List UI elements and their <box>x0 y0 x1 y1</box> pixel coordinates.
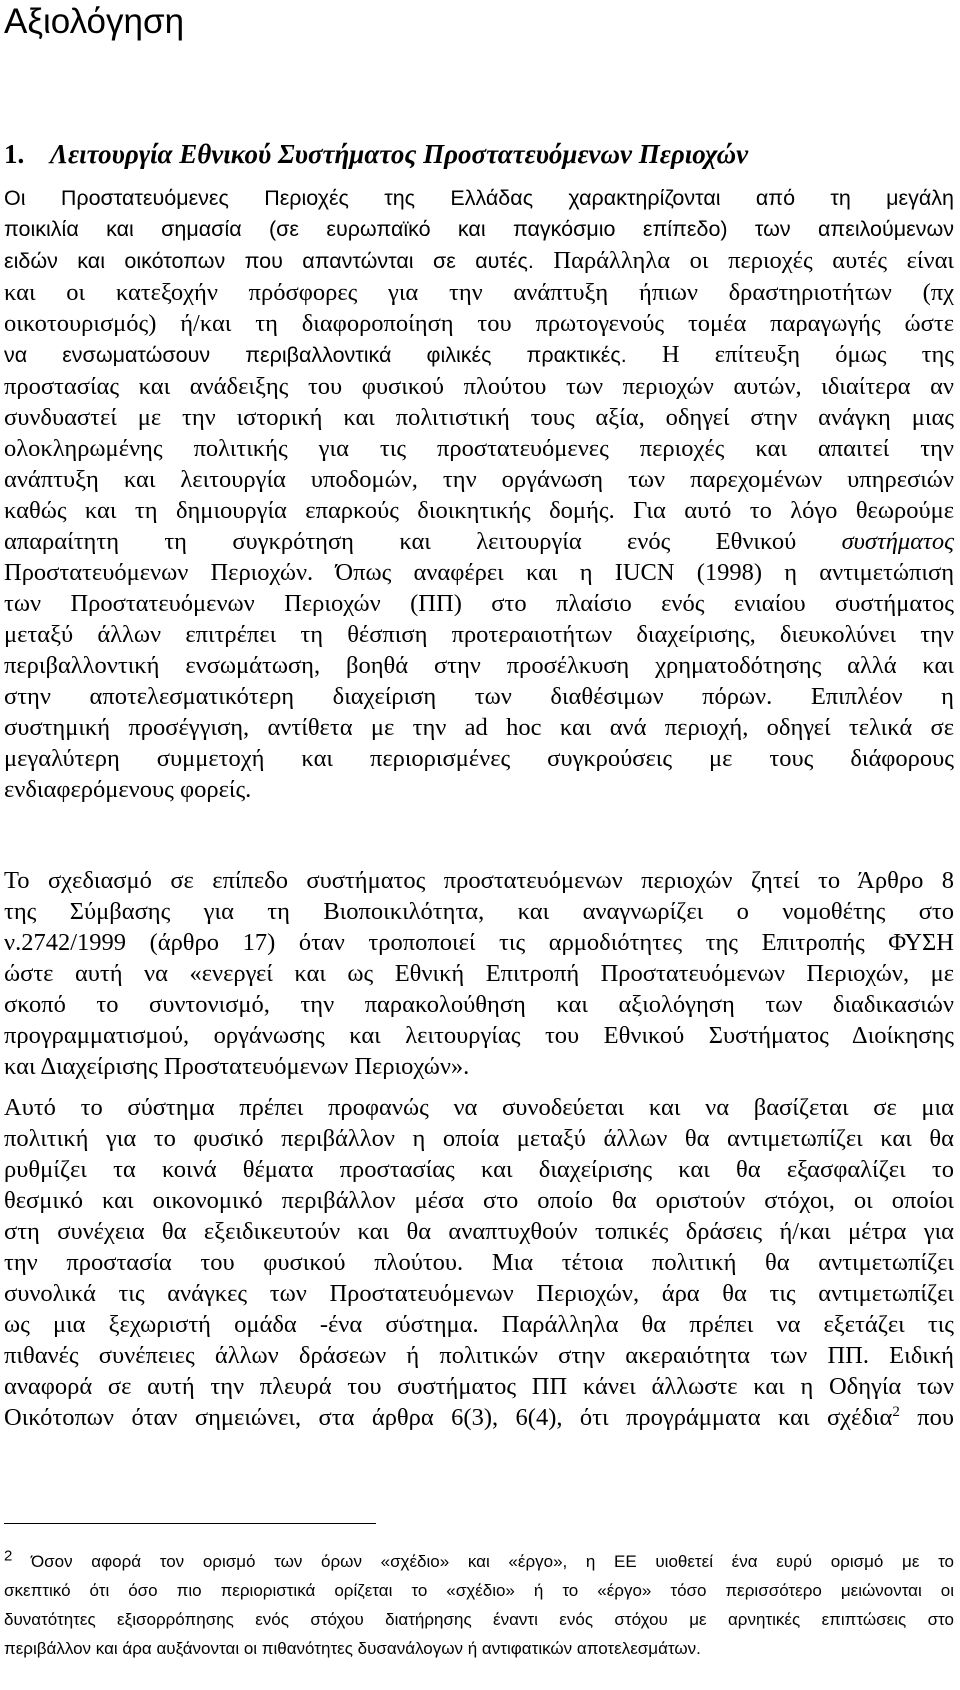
paragraph-1 <box>4 183 954 805</box>
footnote-line: σκεπτικό ότι όσο πιο περιοριστικά ορίζεται το «σχέδιο» ή το «έργο» τόσο περισσότερο μειώνονται οι <box>4 1581 954 1600</box>
text-line: μεταξύ άλλων επιτρέπει τη θέσπιση προτεραιοτήτων διαχείρισης, διευκολύνει την <box>4 621 954 648</box>
text-line: ρυθμίζει τα κοινά θέματα προστασίας και διαχείρισης και θα εξασφαλίζει το <box>4 1156 954 1183</box>
text-line: θεσμικό και οικονομικό περιβάλλον μέσα στο οποίο θα οριστούν στόχοι, οι οποίοι <box>4 1187 954 1214</box>
text-line: προστασίας και ανάδειξης του φυσικού πλούτου των περιοχών αυτών, ιδιαίτερα αν <box>4 373 954 400</box>
footnote-separator <box>4 1523 376 1524</box>
text-segment: καθώς και τη δημιουργία επαρκούς διοικητικής δομής. <box>4 497 615 524</box>
text-line: ενδιαφερόμενους φορείς. <box>4 776 252 803</box>
text-line: την προστασία του φυσικού πλούτου. Μια τέτοια πολιτική θα αντιμετωπίζει <box>4 1249 954 1276</box>
text-line: Αυτό το σύστημα πρέπει προφανώς να συνοδεύεται και να βασίζεται σε μια <box>4 1094 954 1121</box>
text-line: πιθανές συνέπειες άλλων δράσεων ή πολιτικών στην ακεραιότητα των ΠΠ. Ειδική <box>4 1342 954 1369</box>
text-line: περιβαλλοντική ενσωμάτωση, βοηθά στην προσέλκυση χρηματοδότησης αλλά και <box>4 652 954 679</box>
text-line <box>4 557 954 588</box>
text-line: πολιτική για το φυσικό περιβάλλον η οποία μεταξύ άλλων θα αντιμετωπίζει και θα <box>4 1125 954 1152</box>
footnote-reference[interactable]: 2 <box>892 1403 900 1420</box>
text-line: Οι Προστατευόμενες Περιοχές της Ελλάδας χαρακτηρίζονται από τη μεγάλη <box>4 186 954 210</box>
text-line: και Διαχείρισης Προστατευόμενων Περιοχών». <box>4 1053 470 1080</box>
text-segment: στην αποτελεσματικότερη διαχείριση των διαθέσιμων πόρων. <box>4 683 773 710</box>
footnote-line: περιβάλλον και άρα αυξάνονται οι πιθανότητες δυσανάλογων ή αντιφατικών αποτελεσμάτων. <box>4 1639 701 1658</box>
text-line: της Σύμβασης για τη Βιοποικιλότητα, και αναγνωρίζει ο νομοθέτης στο <box>4 898 954 925</box>
paragraph-2 <box>4 865 954 1082</box>
text-line: ποικιλία και σημασία (σε ευρωπαϊκό και παγκόσμιο επίπεδο) των απειλούμενων <box>4 217 954 241</box>
text-segment-italic: συστήματος <box>841 528 955 555</box>
text-line: ανάπτυξη και λειτουργία υποδομών, την οργάνωση των παρεχομένων υπηρεσιών <box>4 466 954 493</box>
footnote-marker: 2 <box>4 1547 13 1565</box>
paragraph-3 <box>4 1092 954 1433</box>
text-line: ως μια ξεχωριστή ομάδα -ένα σύστημα. Παράλληλα θα πρέπει να εξετάζει τις <box>4 1311 954 1338</box>
text-line: μεγαλύτερη συμμετοχή και περιορισμένες συγκρούσεις με τους διάφορους <box>4 745 954 772</box>
text-segment: να ενσωματώσουν περιβαλλοντικά φιλικές πρακτικές. <box>4 343 627 367</box>
text-segment: Οικότοπων όταν σημειώνει, στα άρθρα 6(3), 6(4), ότι προγράμματα και σχέδια <box>4 1404 893 1431</box>
text-line: Το σχεδιασμό σε επίπεδο συστήματος προστατευόμενων περιοχών ζητεί το Άρθρο 8 <box>4 867 954 894</box>
text-line: οικοτουρισμός) ή/και τη διαφοροποίηση του πρωτογενούς τομέα παραγωγής ώστε <box>4 310 954 337</box>
page-title: Αξιολόγηση <box>4 2 185 41</box>
section-title: Λειτουργία Εθνικού Συστήματος Προστατευόμενων Περιοχών <box>50 139 749 169</box>
text-segment: Για αυτό το λόγο θεωρούμε <box>633 497 955 524</box>
text-line: προγραμματισμού, οργάνωσης και λειτουργίας του Εθνικού Συστήματος Διοίκησης <box>4 1022 954 1049</box>
text-line: συνολικά τις ανάγκες των Προστατευόμενων Περιοχών, άρα θα τις αντιμετωπίζει <box>4 1280 954 1307</box>
text-segment: απαραίτητη τη συγκρότηση και λειτουργία ενός Εθνικού <box>4 528 797 555</box>
text-line <box>4 245 954 277</box>
text-line <box>4 681 954 712</box>
text-line: συνδυαστεί με την ιστορική και πολιτιστική τους αξία, οδηγεί στην ανάγκη μιας <box>4 404 954 431</box>
text-line <box>4 339 954 371</box>
section-heading <box>0 138 748 170</box>
text-line: αναφορά σε αυτή την πλευρά του συστήματος ΠΠ κάνει άλλωστε και η Οδηγία των <box>4 1373 954 1400</box>
text-line <box>4 1402 954 1433</box>
text-line: ολοκληρωμένης πολιτικής για τις προστατευόμενες περιοχές και απαιτεί την <box>4 435 954 462</box>
text-line <box>4 526 954 557</box>
text-segment: Όπως αναφέρει και η IUCN (1998) η αντιμετώπιση <box>335 559 955 586</box>
text-segment: που <box>917 1404 954 1431</box>
text-segment: Παράλληλα οι περιοχές αυτές είναι <box>553 247 955 274</box>
text-line: συστημική προσέγγιση, αντίθετα με την ad hoc και ανά περιοχή, οδηγεί τελικά σε <box>4 714 954 741</box>
footnote-line <box>4 1547 954 1576</box>
text-line <box>4 495 954 526</box>
text-line: των Προστατευόμενων Περιοχών (ΠΠ) στο πλαίσιο ενός ενιαίου συστήματος <box>4 590 954 617</box>
section-number: 1. <box>4 139 25 169</box>
text-segment: Η επίτευξη όμως της <box>661 341 955 368</box>
text-line: και οι κατεξοχήν πρόσφορες για την ανάπτυξη ήπιων δραστηριοτήτων (πχ <box>4 279 954 306</box>
footnote-line: δυνατότητες εξισορρόπησης ενός στόχου διατήρησης έναντι ενός στόχου με αρνητικές επιπτώσεις στο <box>4 1610 954 1629</box>
text-segment: ειδών και οικότοπων που απαντώνται σε αυτές. <box>4 249 534 273</box>
text-segment: Προστατευόμενων Περιοχών. <box>4 559 314 586</box>
text-segment: Επιπλέον η <box>810 683 954 710</box>
text-line: στη συνέχεια θα εξειδικευτούν και θα αναπτυχθούν τοπικές δράσεις ή/και μέτρα για <box>4 1218 954 1245</box>
text-line: ώστε αυτή να «ενεργεί και ως Εθνική Επιτροπή Προστατευόμενων Περιοχών, με <box>4 960 954 987</box>
text-line: ν.2742/1999 (άρθρο 17) όταν τροποποιεί τις αρμοδιότητες της Επιτροπής ΦΥΣΗ <box>4 929 954 956</box>
text-line: σκοπό το συντονισμό, την παρακολούθηση και αξιολόγηση των διαδικασιών <box>4 991 954 1018</box>
text-segment: Όσον αφορά τον ορισμό των όρων «σχέδιο» και «έργο», η ΕΕ υιοθετεί ένα ευρύ ορισμό με το <box>31 1552 954 1571</box>
footnote <box>4 1547 954 1663</box>
